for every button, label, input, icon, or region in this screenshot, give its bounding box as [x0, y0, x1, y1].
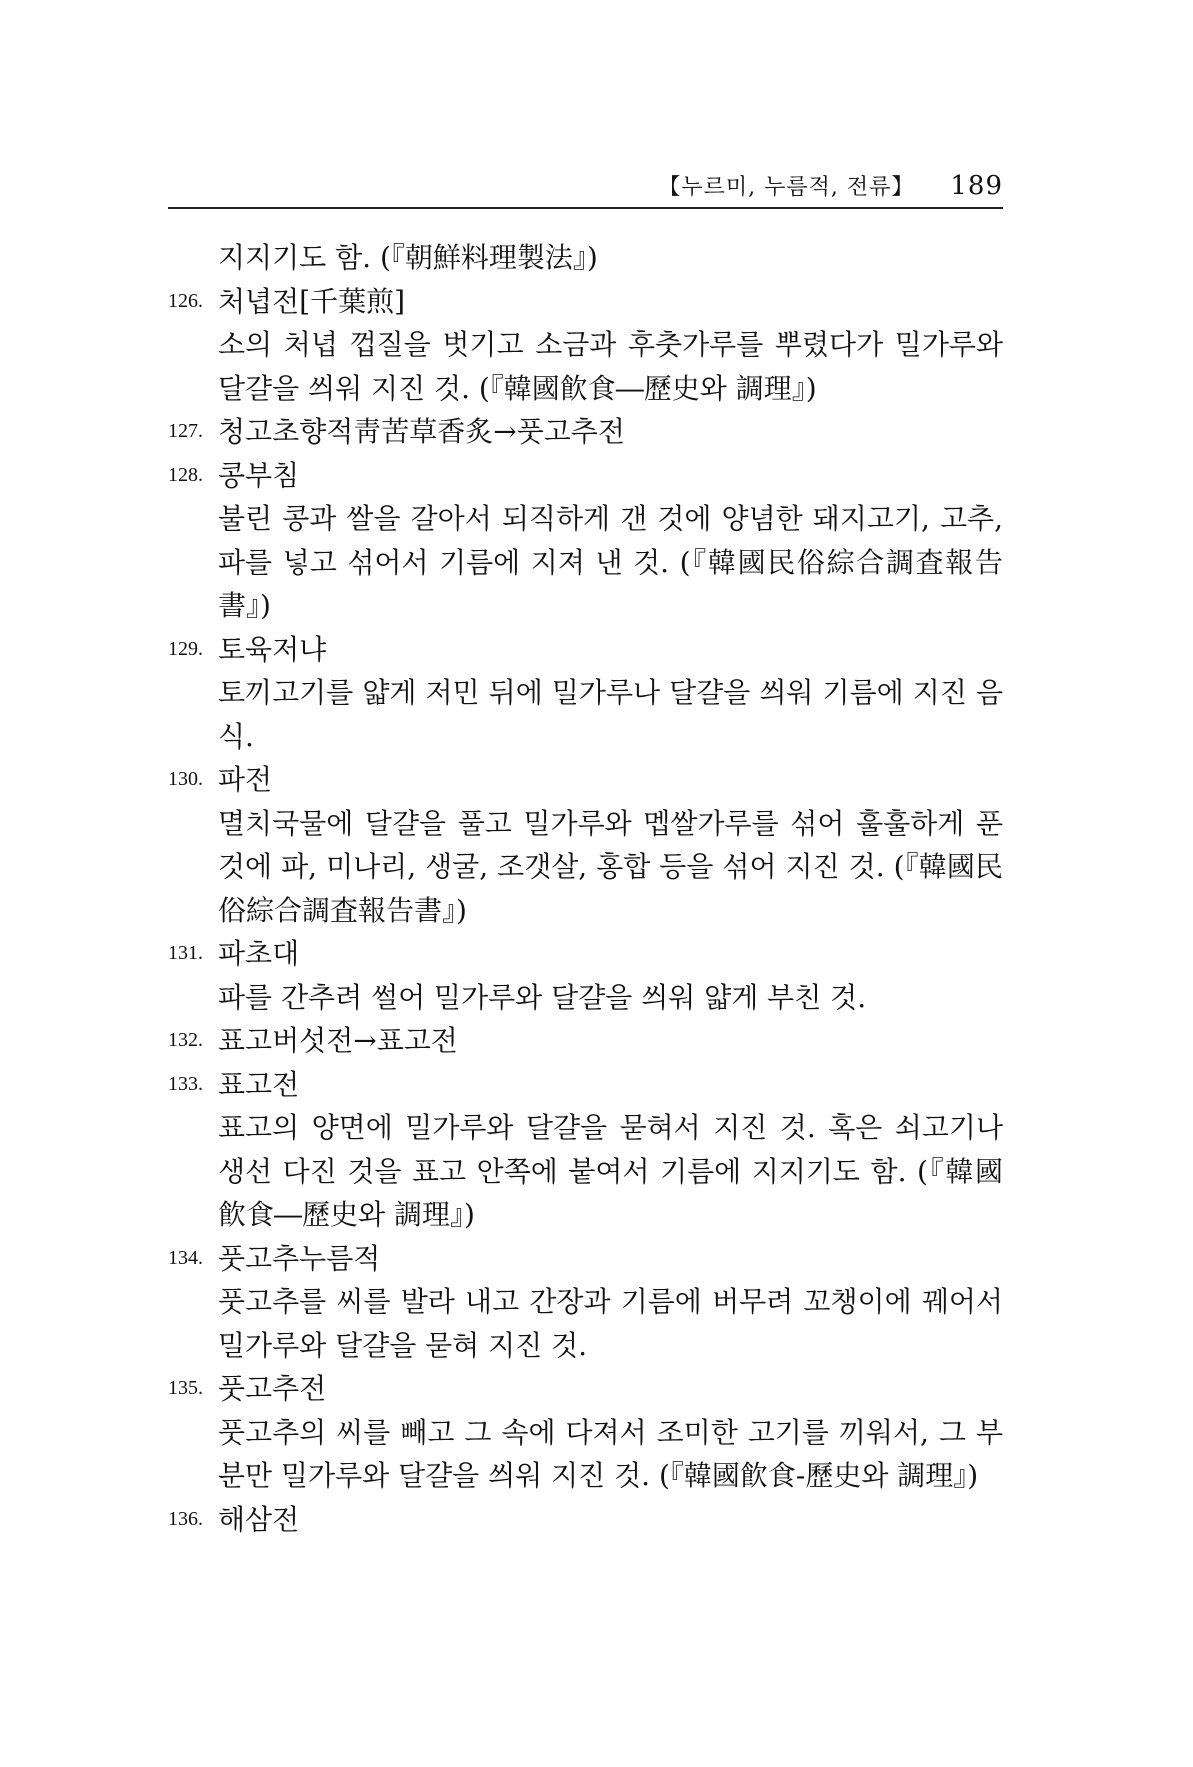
- entry-136: [168, 1498, 1003, 1542]
- entry-130: [168, 758, 1003, 802]
- entry-heading: 파전: [218, 763, 273, 796]
- entry-129: [168, 628, 1003, 672]
- entry-132: [168, 1019, 1003, 1063]
- page-body: [168, 236, 1003, 1541]
- entry-133: [168, 1063, 1003, 1107]
- entry-heading: 파초대: [218, 937, 300, 970]
- entry-body: 토끼고기를 얇게 저민 뒤에 밀가루나 달걀을 씌워 기름에 지진 음식.: [218, 676, 1003, 753]
- entry-body: 풋고추의 씨를 빼고 그 속에 다져서 조미한 고기를 끼워서, 그 부분만 밀가루와 달걀을 씌워 지진 것. (『韓國飮食-歷史와 調理』): [218, 1415, 1003, 1492]
- header-rule: [168, 207, 1003, 209]
- entry-body: 불린 콩과 쌀을 갈아서 되직하게 갠 것에 양념한 돼지고기, 고추, 파를 넣고 섞어서 기름에 지져 낸 것. (『韓國民俗綜合調査報告書』): [218, 502, 1003, 622]
- entry-heading: 토육저냐: [218, 632, 327, 666]
- entry-number: 126.: [168, 289, 203, 312]
- entry-body: 멸치국물에 달걀을 풀고 밀가루와 멥쌀가루를 섞어 훌훌하게 푼 것에 파, 미나리, 생굴, 조갯살, 홍합 등을 섞어 지진 것. (『韓國民俗綜合調査報告書』): [218, 806, 1003, 927]
- entry-number: 128.: [168, 463, 203, 486]
- running-header: [168, 170, 1003, 201]
- entry-number: 129.: [168, 637, 203, 660]
- entry-131: [168, 932, 1003, 976]
- entry-heading: 청고초향적靑苦草香炙→풋고추전: [218, 415, 625, 448]
- entry-128: [168, 454, 1003, 498]
- entry-135: [168, 1367, 1003, 1411]
- entry-heading: 처녑전[千葉煎]: [218, 284, 405, 318]
- entry-heading: 콩부침: [218, 458, 300, 492]
- entry-body: 파를 간추려 썰어 밀가루와 달걀을 씌워 얇게 부친 것.: [218, 980, 867, 1014]
- entry-126: [168, 280, 1003, 324]
- entry-number: 133.: [168, 1072, 203, 1095]
- entry-heading: 해삼전: [218, 1502, 300, 1536]
- entry-number: 130.: [168, 768, 203, 790]
- entry-body: 풋고추를 씨를 발라 내고 간장과 기름에 버무려 꼬챙이에 꿰어서 밀가루와 달걀을 묻혀 지진 것.: [218, 1285, 1003, 1362]
- entry-number: 134.: [168, 1246, 203, 1269]
- section-title: 【누르미, 누름적, 전류】: [658, 175, 915, 200]
- entry-body: 표고의 양면에 밀가루와 달걀을 묻혀서 지진 것. 혹은 쇠고기나 생선 다진 것을 표고 안쪽에 붙여서 기름에 지지기도 함. (『韓國飮食―歷史와 調理』): [218, 1111, 1003, 1231]
- entry-number: 127.: [168, 420, 203, 442]
- entry-heading: 표고전: [218, 1067, 300, 1101]
- entry-number: 136.: [168, 1507, 203, 1530]
- entry-number: 132.: [168, 1029, 203, 1051]
- entry-134: [168, 1237, 1003, 1281]
- entry-body: 소의 처녑 껍질을 벗기고 소금과 후춧가루를 뿌렸다가 밀가루와 달걀을 씌워 지진 것. (『韓國飮食―歷史와 調理』): [218, 328, 1003, 405]
- entry-heading: 표고버섯전→표고전: [218, 1024, 458, 1057]
- entry-number: 135.: [168, 1377, 203, 1399]
- page-number: 189: [950, 171, 1003, 201]
- continuation-text: 지지기도 함. (『朝鮮料理製法』): [218, 241, 598, 274]
- entry-heading: 풋고추전: [218, 1372, 327, 1405]
- entry-127: [168, 410, 1003, 454]
- entry-heading: 풋고추누름적: [218, 1241, 381, 1275]
- entry-number: 131.: [168, 942, 203, 964]
